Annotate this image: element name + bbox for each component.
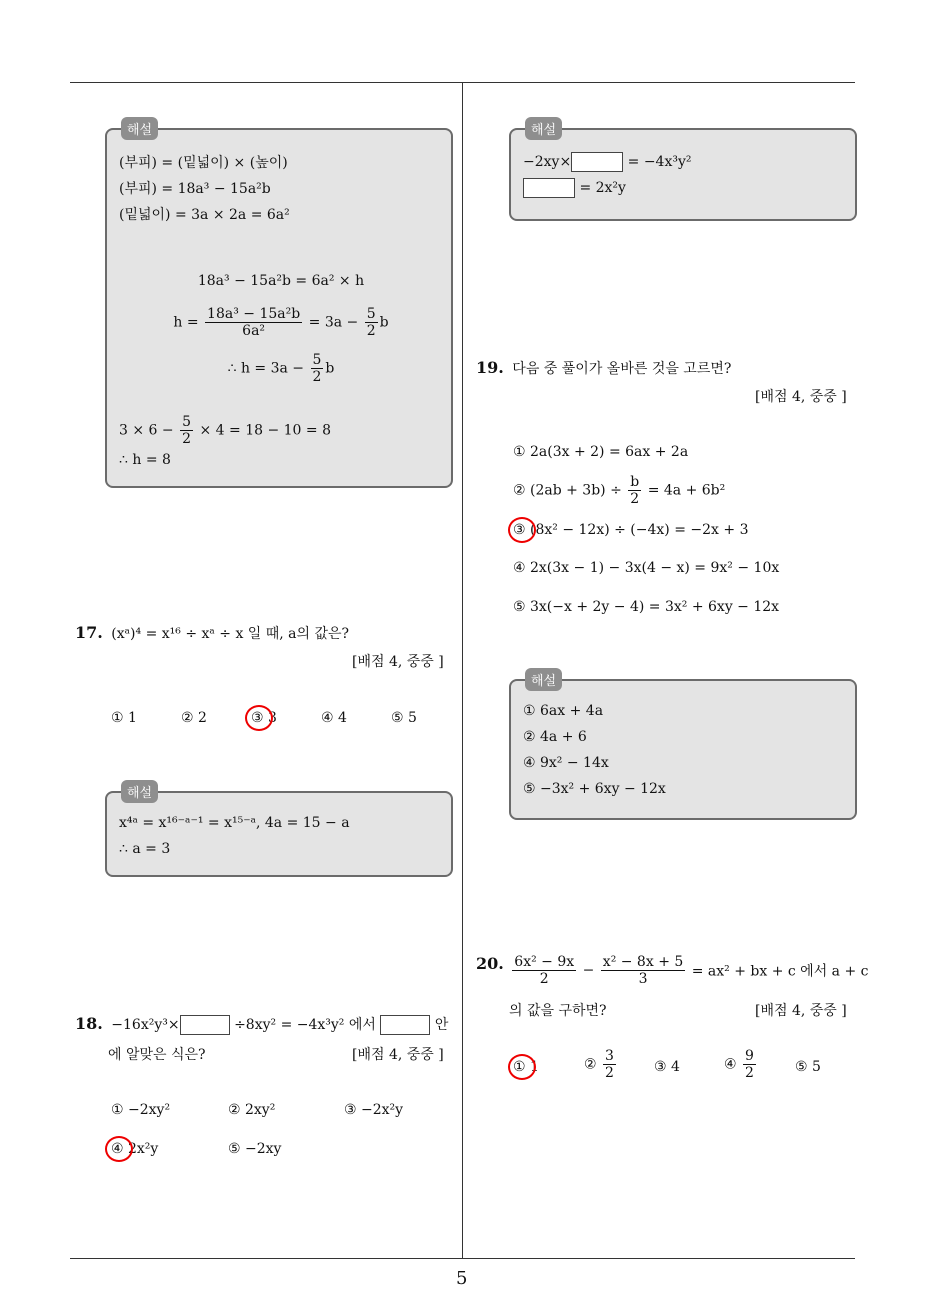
question-number: 18.: [75, 1014, 103, 1033]
bottom-rule: [70, 1258, 855, 1259]
question-text: (xᵃ)⁴ = x¹⁶ ÷ xᵃ ÷ x 일 때, a의 값은?: [111, 626, 350, 642]
q20-option-1[interactable]: ① 1: [513, 1059, 539, 1075]
q19-option-2[interactable]: ② (2ab + 3b) ÷ $\frac{b}{2}$ = 4a + 6b²: [513, 474, 726, 507]
q18-option-3[interactable]: ③ −2x²y: [344, 1102, 404, 1118]
answer-blank: [571, 152, 623, 172]
answer-circle-mark: [245, 705, 273, 731]
sol17-line2: ∴ a = 3: [119, 841, 171, 857]
q18-option-5[interactable]: ⑤ −2xy: [228, 1141, 282, 1157]
question-19: [476, 358, 731, 378]
q20-score: [배점 4, 중중 ]: [755, 1003, 847, 1019]
solution-tag: 해설: [121, 780, 158, 803]
fraction: $\frac{\text{x² − 8x + 5}}{3}$: [602, 954, 684, 987]
q18-text-line2: 에 알맞은 식은?: [108, 1047, 206, 1063]
fraction: $\frac{\text{6x² − 9x}}{2}$: [514, 954, 575, 987]
sol19-line2: ② 4a + 6: [523, 729, 587, 745]
q18-option-1[interactable]: ① −2xy²: [111, 1102, 171, 1118]
solution-box-18: [509, 123, 857, 221]
column-divider: [462, 83, 463, 1258]
q18-score: [배점 4, 중중 ]: [352, 1047, 444, 1063]
answer-circle-mark: [105, 1136, 133, 1162]
q20-option-5[interactable]: ⑤ 5: [795, 1059, 821, 1075]
answer-blank: [380, 1015, 430, 1035]
q17-option-3[interactable]: ③ 3: [251, 710, 277, 726]
question-20: 20. $\frac{\text{6x² − 9x}}{2}$ − $\frac{\text{x² − 8x + 5}}{3}$ = ax² + bx + c 에서 a + c: [476, 954, 869, 987]
fraction: $\frac{3}{2}$: [605, 1048, 614, 1081]
question-18: 18. −16x²y³× ÷8xy² = −4x³y² 에서 안: [75, 1014, 449, 1033]
q19-option-3[interactable]: ③ (8x² − 12x) ÷ (−4x) = −2x + 3: [513, 522, 749, 538]
sol18-line2: = 2x²y: [523, 178, 626, 198]
question-number: 17.: [75, 623, 103, 642]
solution-tag: 해설: [525, 117, 562, 140]
sol16-line3: (밑넓이) = 3a × 2a = 6a²: [119, 207, 290, 223]
fraction: $\frac{b}{2}$: [630, 474, 640, 507]
q19-option-1[interactable]: ① 2a(3x + 2) = 6ax + 2a: [513, 444, 689, 460]
question-number: 19.: [476, 358, 504, 377]
sol18-line1: −2xy× = −4x³y²: [523, 154, 692, 170]
sol19-line4: ⑤ −3x² + 6xy − 12x: [523, 781, 666, 797]
q20-text-line2: 의 값을 구하면?: [509, 1003, 607, 1019]
sol16-line2: (부피) = 18a³ − 15a²b: [119, 181, 271, 197]
q18-option-2[interactable]: ② 2xy²: [228, 1102, 276, 1118]
fraction: $\frac{\text{18a³ − 15a²b}}{\text{6a²}}$: [207, 306, 301, 339]
q18-option-4[interactable]: ④ 2x²y: [111, 1141, 159, 1157]
solution-tag: 해설: [525, 668, 562, 691]
solution-box-17: [105, 786, 453, 877]
q19-option-5[interactable]: ⑤ 3x(−x + 2y − 4) = 3x² + 6xy − 12x: [513, 599, 780, 615]
sol17-line1: x⁴ᵃ = x¹⁶⁻ᵃ⁻¹ = x¹⁵⁻ᵃ, 4a = 15 − a: [119, 815, 350, 831]
sol16-equation3: ∴ h = 3a − $\frac{5}{2}$ b: [227, 352, 335, 385]
answer-circle-mark: [508, 1054, 536, 1080]
fraction: $\frac{5}{2}$: [366, 306, 376, 339]
fraction: $\frac{5}{2}$: [182, 414, 192, 447]
sol16-line1: (부피) = (밑넓이) × (높이): [119, 155, 288, 171]
q17-option-1[interactable]: ① 1: [111, 710, 137, 726]
q19-score: [배점 4, 중중 ]: [755, 389, 847, 405]
question-number: 20.: [476, 954, 504, 973]
sol19-line1: ① 6ax + 4a: [523, 703, 604, 719]
q17-option-2[interactable]: ② 2: [181, 710, 207, 726]
sol19-line3: ④ 9x² − 14x: [523, 755, 609, 771]
q17-option-5[interactable]: ⑤ 5: [391, 710, 417, 726]
solution-tag: 해설: [121, 117, 158, 140]
question-17: [75, 623, 349, 643]
answer-circle-mark: [508, 517, 536, 543]
q20-option-3[interactable]: ③ 4: [654, 1059, 680, 1075]
q20-option-2[interactable]: ② $\frac{3}{2}$: [584, 1048, 614, 1081]
solution-box-19: [509, 674, 857, 820]
q19-option-4[interactable]: ④ 2x(3x − 1) − 3x(4 − x) = 9x² − 10x: [513, 560, 780, 576]
sol16-equation2: h = $\frac{\text{18a³ − 15a²b}}{\text{6a²}}$ = 3a − $\frac{5}{2}$ b: [173, 306, 389, 339]
answer-blank: [180, 1015, 230, 1035]
sol16-equation4: 3 × 6 − $\frac{5}{2}$ × 4 = 18 − 10 = 8: [119, 414, 331, 447]
question-text: 다음 중 풀이가 올바른 것을 고르면?: [512, 361, 732, 377]
solution-box-16: [105, 123, 453, 488]
sol16-equation1: 18a³ − 15a²b = 6a² × h: [197, 273, 365, 289]
fraction: $\frac{9}{2}$: [745, 1048, 754, 1081]
q20-option-4[interactable]: ④ $\frac{9}{2}$: [724, 1048, 754, 1081]
q17-option-4[interactable]: ④ 4: [321, 710, 347, 726]
page-number: 5: [456, 1268, 468, 1289]
sol16-equation5: ∴ h = 8: [119, 452, 171, 468]
q17-score: [배점 4, 중중 ]: [352, 654, 444, 670]
answer-blank: [523, 178, 575, 198]
fraction: $\frac{5}{2}$: [312, 352, 322, 385]
